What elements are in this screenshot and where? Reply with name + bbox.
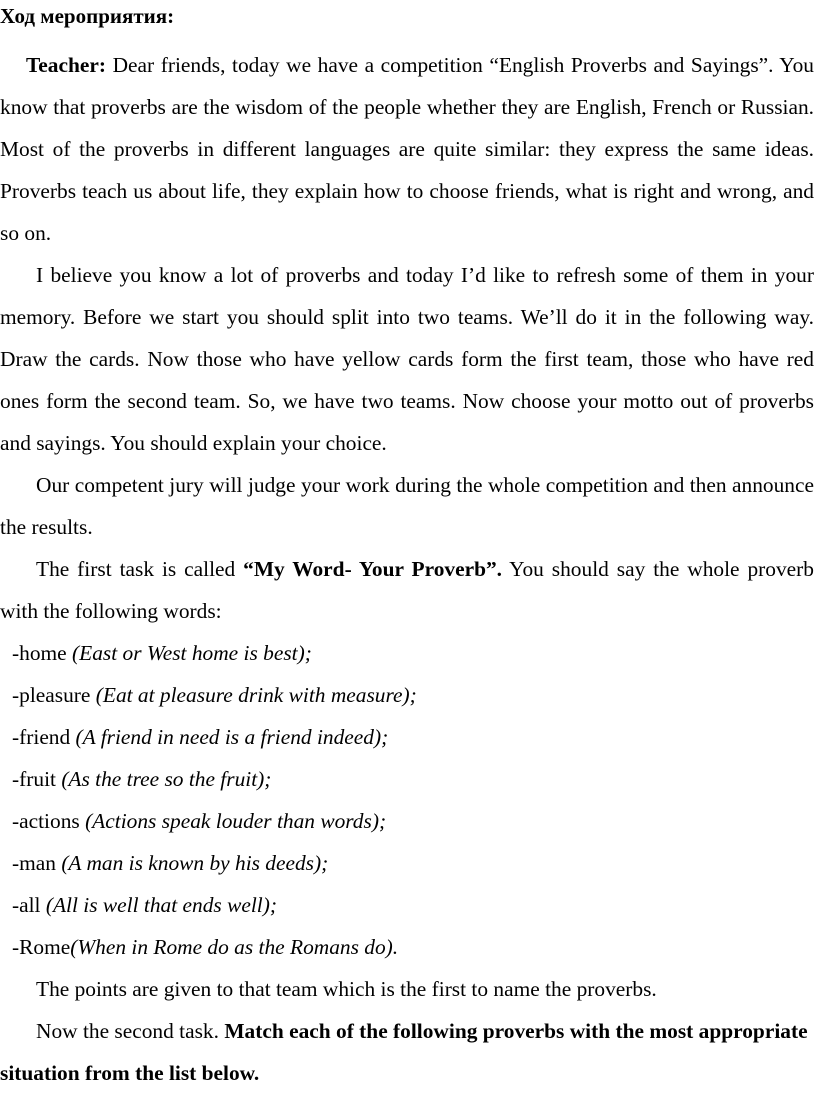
proverb-word: -home [12, 641, 72, 665]
task2-intro: Now the second task. [36, 1019, 225, 1043]
proverb-word: -Rome [12, 935, 71, 959]
task1-instruction: You should say the whole proverb with the following words: [0, 557, 814, 623]
proverb-text: (East or West home is best); [72, 641, 312, 665]
list-item [0, 758, 814, 800]
list-item [0, 926, 814, 968]
proverb-text: (Eat at pleasure drink with measure); [95, 683, 417, 707]
points-paragraph: The points are given to that team which is the first to name the proverbs. [36, 977, 657, 1001]
proverb-list [0, 632, 814, 968]
list-item [0, 632, 814, 674]
proverb-word: -actions [12, 809, 86, 833]
section-heading: Ход мероприятия: [0, 4, 175, 28]
jury-paragraph: Our competent jury will judge your work during the whole competition and then announce the results. [0, 473, 814, 539]
proverb-word: -fruit [12, 767, 62, 791]
speaker-label: Teacher: [26, 53, 106, 77]
list-item [0, 674, 814, 716]
intro-text: Dear friends, today we have a competition “English Proverbs and Sayings”. You know that proverbs are the wisdom of the people whether they are English, French or Russian. Most of the proverbs in different languages are quite similar: they express the same ideas. Proverbs teach us about life, they explain how to choose friends, what is right and wrong, and so on. [0, 53, 814, 245]
proverb-text: (When in Rome do as the Romans do). [70, 935, 399, 959]
task2-instruction: Match each of the following proverbs with the most appropriate situation from the list below. [0, 1019, 808, 1085]
proverb-word: -pleasure [12, 683, 96, 707]
task1-paragraph [0, 548, 814, 632]
intro-paragraph [0, 44, 814, 254]
list-item [0, 800, 814, 842]
proverb-word: -all [12, 893, 46, 917]
proverb-text: (As the tree so the fruit); [61, 767, 272, 791]
list-item [0, 842, 814, 884]
list-item [0, 716, 814, 758]
task1-title: “My Word- Your Proverb”. [243, 557, 503, 581]
proverb-text: (A friend in need is a friend indeed); [75, 725, 389, 749]
teams-paragraph: I believe you know a lot of proverbs and today I’d like to refresh some of them in your memory. Before we start you should split into two teams. We’ll do it in the following way. Draw the cards. Now those who have yellow cards form the first team, those who have red ones form the second team. So, we have two teams. Now choose your motto out of proverbs and sayings. You should explain your choice. [0, 263, 814, 455]
task2-paragraph [0, 1010, 814, 1094]
proverb-text: (All is well that ends well); [45, 893, 277, 917]
proverb-text: (Actions speak louder than words); [85, 809, 387, 833]
proverb-word: -man [12, 851, 62, 875]
proverb-word: -friend [12, 725, 76, 749]
proverb-text: (A man is known by his deeds); [61, 851, 329, 875]
task1-intro: The first task is called [36, 557, 244, 581]
list-item [0, 884, 814, 926]
